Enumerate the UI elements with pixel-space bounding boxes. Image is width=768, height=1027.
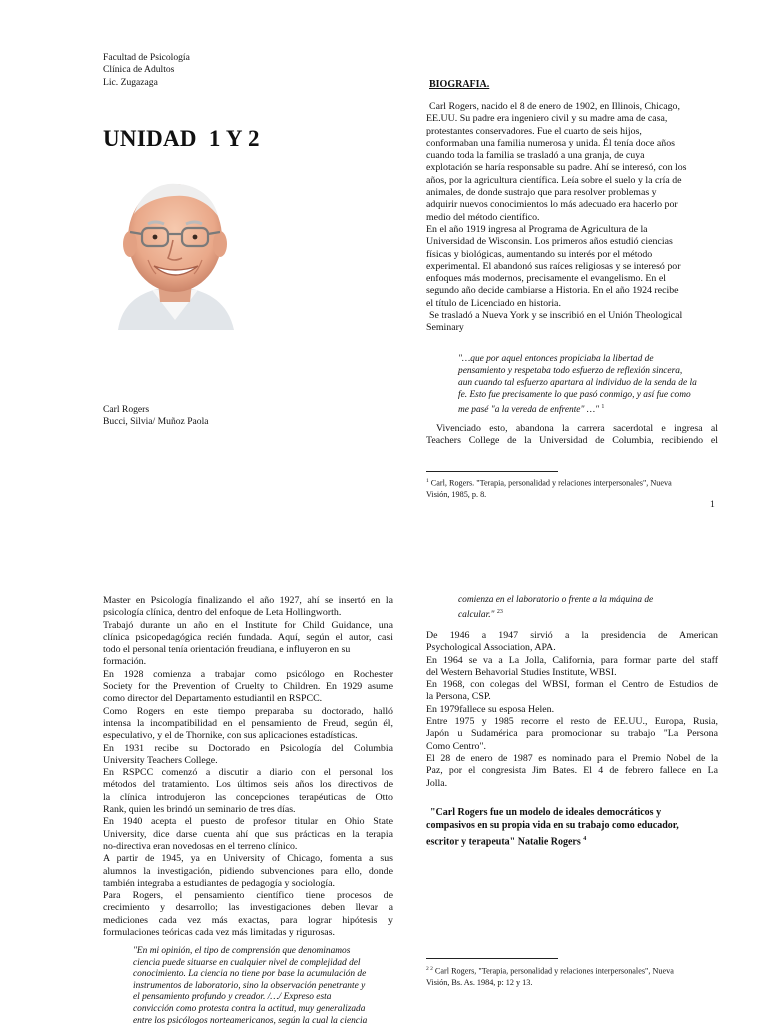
- bio-line: el título de Licenciado en historia.: [426, 297, 561, 309]
- body-line: University, dice darse cuenta ahí que sus prácticas en la terapia: [103, 828, 393, 840]
- footnote-line: Visión, Bs. As. 1984, p: 12 y 13.: [426, 977, 533, 987]
- body-line: Para Rogers, el pensamiento científico tiene procesos de: [103, 890, 393, 902]
- header-line: Facultad de Psicología: [103, 52, 190, 63]
- bio-line: conformaban una familia numerosa y unida. Él tenía doce años: [426, 137, 675, 149]
- bio-line: Carl Rogers, nacido el 8 de enero de 1902, en Illinois, Chicago,: [429, 101, 680, 112]
- quote-line: aun cuando tal esfuerzo apartara al individuo de la senda de la: [458, 378, 697, 388]
- bold-quote-line: escritor y terapeuta" Natalie Rogers: [426, 836, 581, 848]
- footnote-divider: [426, 471, 558, 472]
- quote-line: ciencia puede situarse en cualquier nivel de complejidad del: [133, 957, 361, 968]
- photo-caption: Carl Rogers: [103, 404, 150, 415]
- body-line: todo el personal tenía orientación freudiana, e influyeron en su: [103, 644, 351, 656]
- body-line: Como Centro".: [426, 740, 486, 752]
- body-line: Rank, quien les brindó un seminario de tres días.: [103, 804, 296, 816]
- left-column-text: [103, 595, 393, 939]
- body-line: la clínica introdujeron las concepciones terapéuticas de Otto: [103, 791, 393, 803]
- quote-line: instrumentos de laboratorio, sino la observación penetrante y: [133, 980, 366, 991]
- author-block: [103, 404, 363, 429]
- body-line: mediciones cada vez más exactas, para lograr hipótesis y: [103, 914, 393, 926]
- footnote-number: 1: [426, 478, 429, 484]
- body-line: A partir de 1945, ya en University of Chicago, fomenta a sus: [103, 853, 393, 865]
- footnote-divider: [426, 958, 558, 959]
- bio-line: experimental. El abandonó sus raíces religiosas y se interesó por: [426, 260, 681, 272]
- bold-quote-block: [426, 806, 726, 849]
- body-line: De 1946 a 1947 sirvió a la presidencia de American: [426, 630, 718, 641]
- bio-line: físicas y biológicas, aumentando su interés por el método: [426, 248, 653, 260]
- body-line: métodos del tratamiento. Los últimos seis años los directivos de: [103, 779, 393, 791]
- quote-line: "…que por aquel entonces propiciaba la libertad de: [458, 354, 654, 364]
- body-line: la Persona, CSP.: [426, 691, 491, 703]
- after-quote-line: Vivenciado esto, abandona la carrera sacerdotal e ingresa al: [436, 423, 718, 434]
- body-line: En 1968, con colegas del WBSI, forman el Centro de Estudios de: [426, 679, 718, 691]
- quote-line: convicción como protesta contra la actitud, muy generalizada: [133, 1003, 366, 1014]
- bold-quote-line: "Carl Rogers fue un modelo de ideales democráticos y: [430, 807, 662, 818]
- body-line: En RSPCC comenzó a discutir a diario con el personal los: [103, 767, 393, 779]
- body-line: Entre 1975 y 1985 recorre el resto de EE.UU., Europa, Rusia,: [426, 716, 718, 728]
- bold-quote-ref: 4: [583, 835, 587, 842]
- bio-line: En el año 1919 ingresa al Programa de Agricultura de la: [426, 223, 648, 235]
- quote-text: calcular.": [458, 610, 495, 621]
- left-quote-block: [133, 946, 393, 1027]
- body-line: En 1928 comienza a trabajar como psicólogo en Rochester: [103, 668, 393, 680]
- body-line: Psychological Association, APA.: [426, 642, 556, 654]
- after-quote-paragraph: [426, 423, 718, 448]
- footnote-number: 2 2: [426, 966, 433, 972]
- body-line: En 1964 se va a La Jolla, California, para formar parte del staff: [426, 654, 718, 666]
- body-line: formación.: [103, 656, 147, 668]
- quote-line: comienza en el laboratorio o frente a la máquina de: [458, 595, 654, 605]
- quote-block: [458, 353, 722, 416]
- page-number: 1: [710, 499, 715, 510]
- bio-line: animales, de donde sustrajo que para resolver problemas y: [426, 187, 657, 199]
- body-line: del Western Behavorial Studies Institute, WBSI.: [426, 666, 617, 678]
- bio-line: medio del método científico.: [426, 211, 540, 223]
- quote-line: el pensamiento profundo y creador. /…/ Expreso esta: [133, 992, 332, 1003]
- bio-line: enfoques más modernos, precisamente el evangelismo. En el: [426, 273, 666, 285]
- footnote-line: Carl Rogers, "Terapia, personalidad y relaciones interpersonales", Nueva: [434, 966, 674, 976]
- footnote: [426, 476, 726, 500]
- bio-line: EE.UU. Su padre era ingeniero civil y su madre ama de casa,: [426, 113, 668, 125]
- bio-paragraph: [426, 101, 726, 335]
- section-heading: BIOGRAFIA.: [429, 79, 490, 90]
- body-line: En 1979fallece su esposa Helen.: [426, 703, 555, 715]
- body-line: Paz, por el congresista Jim Bates. El 4 de febrero fallece en La: [426, 765, 718, 777]
- page-title: UNIDAD 1 Y 2: [103, 126, 260, 151]
- body-line: En 1940 acepta el puesto de profesor titular en Ohio State: [103, 816, 393, 828]
- footnote: [426, 964, 726, 988]
- authors: Bucci, Silvia/ Muñoz Paola: [103, 416, 209, 428]
- body-line: Society for the Prevention of Cruelty to Children. En 1929 asume: [103, 681, 393, 693]
- body-line: El 28 de enero de 1987 es nominado para el Premio Nobel de la: [426, 752, 718, 764]
- body-line: Japón u Sudamérica para promocionar su trabajo "La Persona: [426, 728, 718, 740]
- body-line: En 1931 recibe su Doctorado en Psicología del Columbia: [103, 742, 393, 754]
- body-line: Master en Psicología finalizando el año 1927, ahí se insertó en la: [103, 595, 393, 606]
- body-line: psicología clínica, dentro del enfoque de Leta Hollingworth.: [103, 607, 342, 619]
- body-line: formulaciones teóricas cada vez más limitadas y rigurosas.: [103, 927, 335, 939]
- body-line: University Teachers College.: [103, 754, 218, 766]
- quote-ref: 23: [496, 609, 503, 615]
- bio-line: segundo año decide cambiarse a Historia. En el año 1924 recibe: [426, 285, 679, 297]
- portrait-photo-icon: [112, 170, 238, 330]
- right-quote-block: [458, 594, 722, 621]
- bio-line: explotación se haría responsable su padre. Ahí se interesó, con los: [426, 162, 687, 174]
- body-line: crecimiento y desarrollo; las investigaciones deben llevar a: [103, 902, 393, 914]
- body-line: Como Rogers en este tiempo preparaba su doctorado, halló: [103, 705, 393, 717]
- body-line: clínica psicopedagógica recién fundada. Aquí, según el autor, casi: [103, 631, 393, 643]
- body-line: como director del Departamento estudiantil en RSPCC.: [103, 693, 323, 705]
- quote-line: pensamiento y respetaba todo esfuerzo de reflexión sincera,: [458, 366, 683, 376]
- body-line: alumnos la investigación, pidiendo subvenciones para ello, donde: [103, 865, 393, 877]
- bold-quote-line: compasivos en su propia vida en su trabajo como educador,: [426, 820, 679, 832]
- bio-line: Se trasladó a Nueva York y se inscribió en el Unión Theological: [429, 310, 683, 322]
- header-line: Lic. Zugazaga: [103, 76, 158, 88]
- footnote-line: Visión, 1985, p. 8.: [426, 489, 487, 499]
- quote-line: [458, 401, 722, 416]
- body-line: intensa la incompatibilidad en el pensamiento de Freud, según él,: [103, 717, 393, 729]
- quote-line: fe. Esto fue precisamente lo que pasó conmigo, y así fue como: [458, 390, 691, 400]
- body-line: no-directiva eran novedosas en el terreno clínico.: [103, 840, 298, 852]
- quote-line: [458, 606, 722, 621]
- bio-line: Universidad de Wisconsin. Los primeros años estudió ciencias: [426, 236, 673, 248]
- header-line: Clínica de Adultos: [103, 64, 175, 76]
- quote-ref: 1: [601, 404, 605, 410]
- footnote-line: Carl, Rogers. "Terapia, personalidad y relaciones interpersonales", Nueva: [430, 478, 672, 488]
- quote-text: me pasé "a la vereda de enfrente" …": [458, 405, 600, 416]
- quote-line: entre los psicólogos norteamericanos, según la cual la ciencia: [133, 1015, 368, 1026]
- bio-line: protestantes conservadores. Fue el cuarto de seis hijos,: [426, 125, 642, 137]
- bio-line: años, por la agricultura científica. Leía sobre el suelo y la cría de: [426, 174, 682, 186]
- body-line: también integraba a estudiantes de pedagogía y sociología.: [103, 877, 335, 889]
- right-column-text: [426, 630, 718, 790]
- bio-line: cuando toda la familia se trasladó a una granja, de cuya: [426, 150, 645, 162]
- body-line: especulativo, y el de Thornike, con sus aplicaciones estadísticas.: [103, 730, 358, 742]
- bio-line: adquirir nuevos conocimientos lo más adecuado era hacerlo por: [426, 199, 678, 211]
- body-line: Jolla.: [426, 777, 448, 789]
- after-quote-line: Teachers College de la Universidad de Columbia, recibiendo el: [426, 435, 718, 447]
- bio-line: Seminary: [426, 322, 464, 334]
- body-line: Trabajó durante un año en el Institute for Child Guidance, una: [103, 619, 393, 631]
- quote-line: conocimiento. La ciencia no tiene por base la acumulación de: [133, 969, 367, 980]
- quote-line: "En mi opinión, el tipo de comprensión que denominamos: [133, 946, 351, 956]
- header-block: [103, 52, 363, 89]
